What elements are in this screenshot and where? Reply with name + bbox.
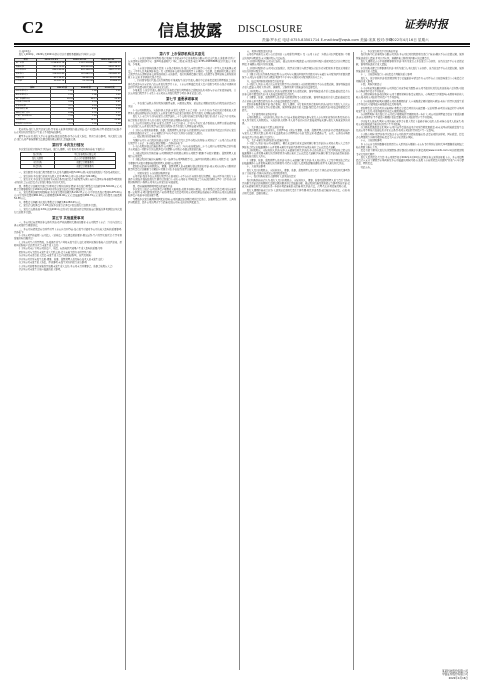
paragraph: 发行人提请投资者注意:本公司股票将于2022年4月19日在深圳证券交易所创业板上市。本公司提醒投资者应充分了解股票市场风险及本公司披露的风险因素,在新股上市初期切忌盲目跟风"炒新",应当审慎决策、理性投资。 xyxy=(356,156,464,166)
table-cell: 1.02 xyxy=(98,93,122,97)
paragraph: 一、发行数量:本次发行股票数量为人民币普通股(A股)5,000万股,全部为新股发行,不涉及老股转让。 xyxy=(18,171,122,175)
section-heading: 第六节 上市保荐机构及其意见 xyxy=(159,52,205,56)
table-cell: 259,442.91 xyxy=(94,72,122,76)
column-header: 2020-12-31 xyxy=(65,58,94,62)
paragraph: (一)公司控股股东、实际控制人承诺:自发行人股票上市之日起三十六个月内,不转让或者委托他人管理本人直接或间接持有的发行人公开发行股票前已发行的股份,也不由发行人回购该部分股份。 xyxy=(128,108,236,115)
table-cell: 655,920.41 xyxy=(65,65,94,69)
paragraph: 八、关于规范和减少关联交易的承诺 xyxy=(246,125,284,129)
paragraph: 发行人、保荐机构承诺:除招股说明书等已披露的申请文件外,公司不存在其他影响发行上市和投资者判断的重大事项。 xyxy=(356,76,464,83)
paragraph: 六、依法承担赔偿或赔偿责任的承诺 xyxy=(246,79,284,83)
paragraph: 截至本公告日,发行人不存在逾期未偿还的债务,亦不存在重大诉讼、仲裁等或有事项。本次发行完成后,发行人将严格按照相关法律法规的规定履行信息披露义务。 xyxy=(14,134,122,141)
header-rule-thick xyxy=(14,43,470,45)
paragraph: (一)发行人承诺:如公司未能履行、确已无法履行或无法按期履行相关承诺的,公司将在股东大会及中国证监会指定的披露媒体上公开说明未履行承诺的具体原因并向股东和社会公众投资者道歉。 xyxy=(242,142,350,149)
paragraph: 十三、其他影响发行上市和投资者判断的重大事项 xyxy=(360,73,412,77)
paragraph: 七、关于避免同业竞争的承诺 xyxy=(246,112,277,116)
paragraph: 一、本公司已向深圳证券交易所承诺,将严格按照相关规则的要求,在公司股票上市后三个月内尽快完善公司章程等规章制度。 xyxy=(14,221,122,228)
table-cell: 1,238,452.18 xyxy=(37,62,66,66)
paragraph: (七)税收优惠政策变化风险:公司目前享受高新技术企业所得税优惠政策,若未来国家税收政策发生变化或公司不再符合高新技术企业认定条件,将对公司的经营业绩产生一定影响。 xyxy=(356,126,464,133)
table-cell: 441,398.25 xyxy=(65,69,94,73)
paragraph: 四、填补被摊薄即期回报的措施及承诺 xyxy=(132,184,173,188)
table-cell: 5.86 xyxy=(50,101,74,105)
paragraph: (三)持有公司股份的董事、监事、高级管理人员承诺:在任职期间每年转让的股份不超过其所持有发行人股份总数的百分之二十五;离职后半年内,不转让其所持有的发行人股份。 xyxy=(128,128,236,135)
paragraph: (一)利润分配原则:公司实行连续、稳定的利润分配政策,公司的利润分配应重视对投资者的合理投资回报,并兼顾公司的可持续发展。 xyxy=(242,60,350,67)
paragraph: (六)技术人员流失风险:公司的核心竞争力在很大程度上依赖于核心技术人员,若核心技术人员流失,将对公司的研发能力和持续经营产生不利影响。 xyxy=(356,119,464,126)
issue-date: 2022年4月16日 星期六 xyxy=(390,38,429,42)
column-header: 项目 xyxy=(15,58,37,62)
paragraph: 二、稳定股价的措施和承诺 xyxy=(132,135,161,139)
table-cell: 应收账款周转率 xyxy=(15,101,51,105)
page-number: C2 xyxy=(22,18,44,37)
section-heading: 第七节 重要承诺事项 xyxy=(166,97,198,102)
column-header: 2020年度 xyxy=(74,86,98,90)
table-cell: 毛利率(%) xyxy=(15,119,51,123)
paragraph: (九)本公司未发生其他应披露的重大事项。 xyxy=(18,268,63,272)
paragraph: (二)原材料价格波动的风险:公司主要原材料价格受宏观经济、市场供需等因素影响,若原材料价格大幅上涨,将对公司的经营业绩产生不利影响。 xyxy=(356,93,464,100)
table-cell: 33,126.48 xyxy=(65,80,94,84)
table-cell: 396,127.03 xyxy=(94,69,122,73)
table-cell: 负债总额 xyxy=(15,65,37,69)
paragraph: (二)控股股东、实际控制人承诺:如本人未能履行相关承诺的,本人将在股东大会及中国证监会指定的披露媒体上公开说明未履行的具体原因并向股东和社会公众投资者道歉;因未履行相关承诺而获得收益的,所获收益归发行人所有。 xyxy=(242,149,350,159)
paragraph: 为降低本次发行摊薄即期回报的影响,公司拟通过加快募投项目投资进度、加强募集资金管理、完善利润分配政策、提升公司治理水平等措施,提高公司未来的持续回报能力。 xyxy=(128,197,236,204)
paragraph: (三)董事、监事、高级管理人员承诺:如本人未能履行相关承诺,本人将在股东大会及中国证监会指定的披露媒体上公开说明未履行的具体原因,并停止在发行人处领取薪酬或津贴,直至本人履行相关承诺。 xyxy=(242,158,350,165)
table-cell: 3.05 xyxy=(74,122,98,126)
section-title: 信息披露 xyxy=(158,21,223,40)
paragraph: (一)本公司严格依照《公司法》、《证券法》等法律法规的要求,规范运作,生产经营状况正常,主营业务发展目标进展正常; xyxy=(14,234,122,241)
paragraph: 二、上市保荐机构的推荐意见:上市保荐机构认为,发行人申请其股票上市符合《中华人民共和国公司法》、《中华人民共和国证券法》及《深圳证券交易所创业板股票上市规则》等法律、法规的相关规定,发行人股票具备在深圳证券交易所创业板上市的条件。保荐机构同意推荐发行人的股票在深圳证券交易所创业板上市交易,并承担相关保荐责任。 xyxy=(128,66,236,79)
section-heading: 第四节 本次发行情况 xyxy=(52,143,84,148)
table-cell: 35,017.84 xyxy=(94,76,122,80)
table-cell: 38,905.22 xyxy=(65,76,94,80)
paragraph: 发行人2019年、2020年及2021年经审计的主要财务数据如下(单位:万元): xyxy=(18,53,96,57)
paragraph: 发行人律师经核查后认为,上述承诺已由相关责任主体签署,相关承诺及约束措施的内容合法、有效,符合相关法律、法规的规定。 xyxy=(242,188,350,195)
editor-info: 责编:罗永红 电话:0755-83501714 E-mail:bw@zqsb.com 美编:宋真 校对:李晔 xyxy=(262,38,393,42)
section-title-en: DISCLOSURE xyxy=(238,24,303,35)
paragraph: 为维护公司上市后股价的稳定,保护广大投资者尤其是中小股东的利益,公司制定了《公司首次公开发行股票并上市后三年内稳定股价预案》,具体内容如下: xyxy=(128,138,236,145)
intro-block xyxy=(14,50,122,57)
table-cell: 净资产收益率(%) xyxy=(15,115,51,119)
paragraph: 李某某女士,保荐代表人,现任中信证券投资银行管理委员会高级副总裁,曾参与多家企业改制辅导、首次公开发行股票并上市及上市公司非公开发行股票等项目,执业记录良好。 xyxy=(128,89,236,96)
table-cell: 29,866.05 xyxy=(94,80,122,84)
paragraph: (三)稳定股价措施的实施顺序:第一选择为公司回购股票,第二选择为控股股东增持公司股票,第三选择为董事(不含独立董事)和高级管理人员增持公司股票。 xyxy=(128,158,236,165)
table-cell: 5.17 xyxy=(98,111,122,115)
table-cell: 496,338.66 xyxy=(37,69,66,73)
table-row xyxy=(21,165,116,169)
table-cell: 存货周转率 xyxy=(15,104,51,108)
table-cell: 资产总额 xyxy=(15,62,37,66)
table-cell: 验资机构 xyxy=(21,165,55,169)
section-heading: 第五节 其他重要事项 xyxy=(52,216,84,221)
paragraph: 保荐机构中信证券股份有限公司承诺:本公司已对招股说明书进行了核查,确认不存在虚假记载、误导性陈述或重大遗漏,并对其真实性、准确性和完整性承担相应的法律责任。 xyxy=(356,53,464,60)
paragraph: (三)董事、监事、高级管理人员承诺:如招股说明书有虚假记载、误导性陈述或者重大遗漏,致使投资者在证券交易中遭受损失的,本人将依法赔偿投资者损失。 xyxy=(242,96,350,103)
column-header: 2021年度 xyxy=(50,86,74,90)
table-row xyxy=(15,80,122,84)
agency-table xyxy=(20,152,116,169)
paragraph: 报告期内,发行人经营状况良好,营业收入和净利润保持稳定增长,资产负债结构合理,偿债能力较强,不存在对持续经营能力产生重大不利影响的事项。 xyxy=(14,128,122,135)
column-divider xyxy=(239,52,240,670)
table-cell: 3.21 xyxy=(50,122,74,126)
paragraph: (一)启动股价稳定措施的条件:公司股票上市后三年内,如出现连续二十个交易日公司股票收盘价均低于公司最近一期经审计的每股净资产的情形,公司将启动稳定股价的措施。 xyxy=(128,145,236,152)
paragraph: (八)股市风险:股票价格不仅取决于公司的经营业绩和发展前景,还受宏观经济形势、国家政策、投资者心理预期等多种因素影响,投资者应充分认识股市风险。 xyxy=(356,132,464,139)
page-header xyxy=(0,0,484,48)
column-2 xyxy=(128,50,236,672)
column-header: 2019年度 xyxy=(98,86,122,90)
paragraph: 本上市公告书所列数据可能因四舍五入原因而与根据上市公告书中所列示的相关单项数据直接相加之和在尾数上略有差异。 xyxy=(356,142,464,149)
text-block xyxy=(14,221,122,271)
paragraph: 三、对欺诈发行上市的股份购回承诺 xyxy=(132,171,170,175)
signoff xyxy=(442,670,468,680)
table-cell: 5.61 xyxy=(98,101,122,105)
table-cell: 7.50 xyxy=(74,115,98,119)
table-cell: 资产负债率(%) xyxy=(15,97,51,101)
table-cell: 59.92 xyxy=(50,97,74,101)
paragraph: 发行人律师北京市中伦律师事务所承诺:本所为发行人本次发行上市制作、出具的文件不存在虚假记载、误导性陈述或者重大遗漏。 xyxy=(356,60,464,67)
paragraph: 十、其他承诺事项 xyxy=(246,165,266,169)
paragraph: (二)公司其他股东承诺:自发行人股票上市之日起十二个月内,不转让或者委托他人管理其直接或间接持有的发行人公开发行股票前已发行的股份,也不由发行人回购该部分股份。 xyxy=(128,122,236,129)
paragraph: 十一、保荐机构和发行人律师对上述承诺的意见 xyxy=(246,175,296,179)
paragraph: (二)本公司生产经营情况、外部条件或生产环境未发生重大变化,原材料采购价格和产品销售价格、原材料采购和产品销售方式等未发生重大变化; xyxy=(14,240,122,247)
paragraph: 九、关于未履行承诺时的约束措施的承诺 xyxy=(246,139,289,142)
paragraph: 保荐机构经核查后认为,发行人及其控股股东、实际控制人、董事、监事及高级管理人员等责任主体出具的相关承诺已经按照相关法律法规的要求对信息披露违规、稳定股价措施及股份锁定等事项作出承诺,已就其未能履行相关承诺提出进一步的补救措施和约束措施,相关承诺合法、合理,失信补救措施及时有效。 xyxy=(242,178,350,189)
paragraph: 公司将严格执行公司上市后适用的《公司章程(草案)》及《公司上市后三年股东分红回报规划》中规定的利润分配政策,充分维护股东合法权益。 xyxy=(242,53,350,60)
table-cell: 1.06 xyxy=(74,93,98,97)
paragraph: 六、募集资金净额:本次发行募集资金净额为84,283.63万元。 xyxy=(18,200,83,204)
financial-table xyxy=(14,58,122,84)
paragraph: 发行人上市后六个月内如发行人股票连续二十个交易日的收盘价均低于发行价,或者上市后六个月期末收盘价低于发行价,本人持有发行人股票的锁定期限自动延长六个月。 xyxy=(128,115,236,122)
table-cell: 24.12 xyxy=(74,119,98,123)
column-divider xyxy=(353,52,354,670)
paragraph: 五、利润分配政策的承诺 xyxy=(246,50,273,53)
paragraph: 十五、其他说明事项 xyxy=(360,139,382,143)
table-cell: 1.38 xyxy=(74,90,98,94)
table-cell: 3.19 xyxy=(74,104,98,108)
signoff-line: 中信证券股份有限公司 xyxy=(442,673,468,677)
table-cell: 1.42 xyxy=(50,90,74,94)
paragraph: 特此公告。 xyxy=(360,165,373,169)
paragraph: (一)市场竞争加剧的风险:公司所处行业竞争较为激烈,若公司不能持续进行技术创新和产品升级,可能在市场竞争中处于不利地位。 xyxy=(356,86,464,93)
paragraph: 审计机构天健会计师事务所承诺:本所为发行人本次发行上市制作、出具的文件不存在虚假记载、误导性陈述或者重大遗漏。 xyxy=(356,66,464,73)
column-3 xyxy=(242,50,350,672)
paragraph: 二、本公司自招股意向书刊登日至上市公告书刊登前,没有发生可能对本公司有较大影响的重要事项,具体如下: xyxy=(14,227,122,234)
paragraph: 公司控股股东、实际控制人承诺:本人目前未直接或间接从事与发行人存在同业竞争的业务及活动;在本人作为发行人控股股东、实际控制人期间,本人将不以任何方式直接或间接从事与发行人构成竞争的业务。 xyxy=(242,116,350,126)
table-cell: 每股净资产(元) xyxy=(15,111,51,115)
table-cell: 3.08 xyxy=(98,104,122,108)
paragraph: 四、募集资金总额及注册会计师对资金到位的验证情况:本次发行募集资金总额为92,500.00万元,天健会计师事务所已于2022年4月14日对本次发行的资金到位情况进行了审验。 xyxy=(14,184,122,191)
table-cell: 天健会计师事务所 xyxy=(54,165,115,169)
paragraph: (四)本公司与关联方未发生重大关联交易,资金未被关联方非经营性占用; xyxy=(18,250,92,254)
table-cell: 7.54 xyxy=(98,115,122,119)
table-cell: 59.77 xyxy=(74,97,98,101)
paragraph: 五、发行费用总额及明细构成:本次发行费用总额为8,216.37万元,其中承销及保荐费用6,475.00万元,审计及验资费用980.00万元,律师费用420.00万元,信息披露费用286.79万元,发行手续费及其他费用54.58万元。 xyxy=(14,191,122,201)
paragraph: 七、发行后每股净资产:7.93元(按本次发行后净资产除以发行后总股本计算)。 xyxy=(18,204,99,208)
paragraph: 三、持续督导保荐代表人的具体情况:王某某先生,保荐代表人,现任中信证券投资银行管理委员会总监,曾负责或参与多家企业首次公开发行股票并上市、上市公司再融资及重大资产重组等项目,在保荐业务执业过程中严格遵守相关规定,执业记录良好。 xyxy=(128,79,236,89)
table-cell: 中信证券股份有限公司 xyxy=(54,153,115,157)
paragraph: 公司控股股东、实际控制人、持股5%以上股东及董事、监事、高级管理人员承诺:将尽量避免和减少与发行人之间的关联交易,对于无法避免或有合理理由存在的关联交易,将遵循公平、公正、公开的市场原则,依法签订协议,履行合法程序。 xyxy=(242,129,350,139)
table-cell: 287,660.10 xyxy=(65,72,94,76)
table-cell: 6.48 xyxy=(50,111,74,115)
newspaper-masthead: 证券时报 xyxy=(404,18,448,31)
column-header: 指标 xyxy=(15,86,51,90)
table-cell: 2.96 xyxy=(98,122,122,126)
table-cell: 研发投入占比(%) xyxy=(15,122,51,126)
paragraph: (八)本公司的财务状况和经营成果未发生重大变化,本公司未召开董事会、监事会和股东大会; xyxy=(18,264,113,268)
table-cell: 4.02 xyxy=(74,108,98,112)
paragraph: 一、本次发行前股东所持股份的限售安排、自愿锁定股份、延长锁定期限以及股东持股及减持意向等承诺 xyxy=(128,102,236,109)
text-block xyxy=(356,50,464,169)
paragraph: (二)稳定股价的具体措施:公司回购股票;控股股东增持公司股票;董事(不含独立董事)、高级管理人员增持公司股票。 xyxy=(128,151,236,158)
paragraph: 本次发行的保荐机构(主承销商)、发行人律师、审计机构及验资机构名称如下表所示: xyxy=(18,148,106,152)
column-4 xyxy=(356,50,464,672)
table-cell: 所有者权益 xyxy=(15,69,37,73)
header-rule-thin xyxy=(14,46,470,47)
table-cell: 利息保障倍数 xyxy=(15,108,51,112)
paragraph: (二)控股股东、实际控制人承诺:如招股说明书有虚假记载、误导性陈述或者重大遗漏,致使投资者在证券交易中遭受损失的,本人将依法赔偿投资者损失。 xyxy=(242,89,350,96)
paragraph: (一)发行人承诺:公司首次公开发行股票并在创业板上市的招股说明书不存在虚假记载、误导性陈述或者重大遗漏,公司对其真实性、准确性、完整性承担个别和连带的法律责任。 xyxy=(242,83,350,90)
table-cell: 4.15 xyxy=(50,108,74,112)
text-block xyxy=(14,128,122,141)
table-cell: 3.27 xyxy=(50,104,74,108)
table-cell: 流动比率(倍) xyxy=(15,90,51,94)
table-cell: 净利润 xyxy=(15,80,37,84)
table-cell: 590,118.27 xyxy=(94,65,122,69)
paragraph: 十二、本次发行相关中介机构的承诺 xyxy=(360,50,398,53)
table-cell: 3.94 xyxy=(98,108,122,112)
table-cell: 986,245.30 xyxy=(94,62,122,66)
table-cell: 742,113.52 xyxy=(37,65,66,69)
paragraph: (上接C1版) xyxy=(18,50,31,53)
table-cell: 速动比率(倍) xyxy=(15,93,51,97)
table-cell: 59.83 xyxy=(98,97,122,101)
text-block xyxy=(14,171,122,214)
paragraph: (四)约束措施:如控股股东、董事、高级管理人员未能履行稳定股价的承诺,则公司有权将与其拟增持股票所需资金总额相等金额的应付现金分红予以扣留,直至其履行增持义务。 xyxy=(128,164,236,172)
paragraph: 公司承诺:保证本次公开发行股票并在创业板上市不存在任何欺诈发行的情形。如公司不符合发行上市条件,以欺骗手段骗取发行注册并已经发行上市的,公司将在中国证监会等有权部门确认后5个工作日内启动股份购回程序,购回公司本次公开发行的全部新股。 xyxy=(128,175,236,185)
signoff-line: 某某科技股份有限公司 xyxy=(442,670,468,673)
paragraph: (四)证券服务机构承诺:保荐机构、发行人律师、审计机构及验资机构均承诺,如因其为发行人首次公开发行制作、出具的文件有虚假记载、误导性陈述或者重大遗漏,给投资者造成损失的,将依法赔偿投资者损失。 xyxy=(242,103,350,113)
paragraph: (五)管理风险:本次发行后,公司资产规模和经营规模将进一步扩大,对公司的管理能力提出了更高的要求,若公司管理水平不能适应规模扩张的需要,将对公司的经营产生不利影响。 xyxy=(356,113,464,120)
paragraph: (三)本公司未订立对公司的资产、负债、权益和经营成果产生重大影响的重要合同; xyxy=(18,247,103,251)
table-cell: 1.10 xyxy=(50,93,74,97)
table-cell: 北京市中伦律师事务所 xyxy=(54,157,115,161)
column-header: 2021-12-31 xyxy=(37,58,66,62)
table-cell: 5.74 xyxy=(74,101,98,105)
table-cell: 318,902.45 xyxy=(37,72,66,76)
paragraph: 投资者欲了解本次发行的详细情况,请仔细阅读刊载于巨潮资讯网(www.cninfo.com.cn)的招股说明书全文及相关附件。 xyxy=(356,149,464,156)
signoff-line: 2022年4月16日 xyxy=(448,676,468,680)
text-block xyxy=(128,57,236,95)
table-cell: 24.36 xyxy=(50,119,74,123)
column-divider xyxy=(125,52,126,670)
table-cell: 5.76 xyxy=(74,111,98,115)
table-cell: 利润总额 xyxy=(15,76,37,80)
paragraph: (三)现金分红的具体条件和比例:在公司当年实现的净利润为正数且当年末累计未分配利润为正数的情况下,公司每年以现金方式分配的利润不少于当年实现的可分配利润的百分之十。 xyxy=(242,73,350,80)
table-cell: 1,097,318.66 xyxy=(65,62,94,66)
paragraph: (三)应收账款回收风险:随着公司业务规模的扩大,应收账款余额可能相应增加,若客户经营状况发生重大不利变化,可能导致应收账款无法及时收回。 xyxy=(356,99,464,107)
paragraph: 二、发行价格:本次发行价格为每股人民币18.50元,对应的市盈率为22.98倍。 xyxy=(18,174,99,178)
table-cell: 天健会计师事务所 xyxy=(54,161,115,165)
column-1 xyxy=(14,50,122,672)
table-cell: 7.24 xyxy=(50,115,74,119)
table-cell: 23.88 xyxy=(98,119,122,123)
table-cell: 35,920.14 xyxy=(37,80,66,84)
paragraph: 发行人及其控股股东、实际控制人、董事、监事、高级管理人员等责任主体已就本次发行相关事项作出了其他承诺,具体内容详见公司招股说明书。 xyxy=(242,168,350,175)
text-block xyxy=(128,102,236,204)
paragraph: (四)募集资金投资项目实施风险:募集资金投资项目的实施需要一定的时间,若项目实施过程中市场环境发生重大变化,可能导致项目无法实现预期收益。 xyxy=(356,106,464,113)
text-block xyxy=(242,50,350,195)
table-cell: 营业收入 xyxy=(15,72,37,76)
column-header: 2019-12-31 xyxy=(94,58,122,62)
paragraph: 十四、风险因素提示 xyxy=(360,83,382,87)
table-cell: 1.35 xyxy=(98,90,122,94)
table-row xyxy=(15,122,122,126)
paragraph: 八、发行后每股收益:0.81元(按2021年度经审计的扣除非经常性损益前后孰低的净利润除以本次发行后总股本计算)。 xyxy=(14,207,122,214)
paragraph: (二)利润分配形式:公司可以采取现金、股票或者现金与股票相结合的方式分配利润,并优先采用现金分红的利润分配方式。 xyxy=(242,66,350,73)
table-cell: 审计机构 xyxy=(21,161,55,165)
table-cell: 42,118.37 xyxy=(37,76,66,80)
paragraph: (五)本公司未进行重大投资,未发生重大资产(或股权)购买、出售及置换; xyxy=(18,254,92,258)
table-cell: 发行人律师 xyxy=(21,157,55,161)
paragraph: 本次发行完成后,公司的净资产规模将大幅增加,总股本亦相应增加。由于募集资金投资项目的实施需要一定时间,在项目建设期及投产初期,募集资金投资项目对公司业绩增长贡献较小,短期内公司的每股收益和净资产收益率可能出现下降。 xyxy=(128,188,236,198)
paragraph: 三、发行方式:本次发行采用网下向符合条件的投资者询价配售与网上向持有深圳市场非限售A股股份市值的社会公众投资者定价发行相结合的方式进行。 xyxy=(14,178,122,185)
paragraph: 一、上市保荐机构基本情况:保荐机构(主承销商):中信证券股份有限公司;法定代表人:张佑君;住所:广东省深圳市福田区中心三路8号卓越时代广场(二期)北座;联系电话:0755-23835888;保荐代表人:王某某、李某某。 xyxy=(128,57,236,67)
table-cell: 保荐机构 xyxy=(21,153,55,157)
financial-ratio-table xyxy=(14,86,122,127)
paragraph: (六)本公司住所未发生变更,董事、监事、高级管理人员及核心技术人员未发生变化; xyxy=(18,257,104,261)
paragraph: (七)本公司未发生重大诉讼、仲裁事项,未发生对外担保等或有事项; xyxy=(18,261,88,265)
